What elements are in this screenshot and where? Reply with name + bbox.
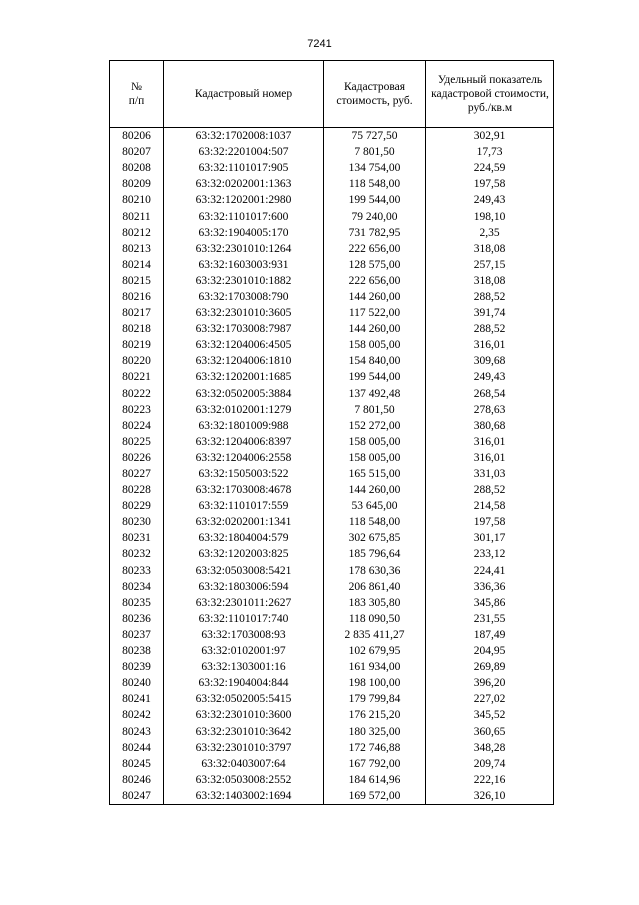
specific-value: 331,03 [426,466,554,482]
row-number: 80206 [110,128,164,145]
specific-value: 360,65 [426,723,554,739]
cadastral-value: 2 835 411,27 [324,627,426,643]
table-row [110,353,554,369]
table-row [110,192,554,208]
cadastral-value: 165 515,00 [324,466,426,482]
cadastral-value: 158 005,00 [324,450,426,466]
cadastral-value: 206 861,40 [324,579,426,595]
specific-value: 345,86 [426,595,554,611]
row-number: 80236 [110,611,164,627]
cadastral-value: 222 656,00 [324,241,426,257]
header-value-label: Кадастровая стоимость, руб. [336,81,413,107]
cadastral-value: 118 548,00 [324,176,426,192]
row-number: 80212 [110,225,164,241]
cadastral-number: 63:32:2301010:3605 [164,305,324,321]
table-row [110,627,554,643]
table-row [110,225,554,241]
row-number: 80221 [110,369,164,385]
cadastral-number: 63:32:2201004:507 [164,144,324,160]
header-cadastral [164,61,324,128]
specific-value: 222,16 [426,772,554,788]
table-row [110,369,554,385]
specific-value: 2,35 [426,225,554,241]
cadastral-number: 63:32:1703008:790 [164,289,324,305]
cadastral-value: 302 675,85 [324,530,426,546]
cadastral-number: 63:32:2301010:1264 [164,241,324,257]
row-number: 80244 [110,740,164,756]
cadastral-value: 154 840,00 [324,353,426,369]
cadastral-value: 118 090,50 [324,611,426,627]
table-row [110,466,554,482]
cadastral-value: 158 005,00 [324,337,426,353]
table-body [110,128,554,805]
cadastral-number: 63:32:1303001:16 [164,659,324,675]
table-row [110,772,554,788]
specific-value: 326,10 [426,788,554,805]
cadastral-value: 53 645,00 [324,498,426,514]
specific-value: 231,55 [426,611,554,627]
table-row [110,788,554,805]
table-row [110,514,554,530]
cadastral-number: 63:32:1204006:8397 [164,434,324,450]
row-number: 80246 [110,772,164,788]
specific-value: 316,01 [426,434,554,450]
cadastral-number: 63:32:1804004:579 [164,530,324,546]
specific-value: 197,58 [426,514,554,530]
row-number: 80240 [110,675,164,691]
row-number: 80232 [110,546,164,562]
cadastral-value: 7 801,50 [324,144,426,160]
row-number: 80227 [110,466,164,482]
table-row [110,386,554,402]
cadastral-number: 63:32:1505003:522 [164,466,324,482]
cadastral-value: 144 260,00 [324,482,426,498]
specific-value: 257,15 [426,257,554,273]
specific-value: 249,43 [426,192,554,208]
specific-value: 224,41 [426,563,554,579]
row-number: 80231 [110,530,164,546]
specific-value: 17,73 [426,144,554,160]
cadastral-number: 63:32:1603003:931 [164,257,324,273]
cadastral-value: 198 100,00 [324,675,426,691]
row-number: 80226 [110,450,164,466]
cadastral-value: 179 799,84 [324,691,426,707]
cadastral-value: 731 782,95 [324,225,426,241]
specific-value: 214,58 [426,498,554,514]
cadastral-number: 63:32:2301010:3797 [164,740,324,756]
table-row [110,675,554,691]
table-row [110,546,554,562]
table-row [110,450,554,466]
cadastral-value: 158 005,00 [324,434,426,450]
row-number: 80215 [110,273,164,289]
table-row [110,289,554,305]
specific-value: 249,43 [426,369,554,385]
row-number: 80224 [110,418,164,434]
table-row [110,257,554,273]
row-number: 80223 [110,402,164,418]
table-row [110,434,554,450]
header-row [110,61,554,128]
row-number: 80210 [110,192,164,208]
cadastral-value: 134 754,00 [324,160,426,176]
cadastral-number: 63:32:0202001:1363 [164,176,324,192]
table-row [110,144,554,160]
cadastral-value: 184 614,96 [324,772,426,788]
cadastral-value: 172 746,88 [324,740,426,756]
row-number: 80229 [110,498,164,514]
cadastral-value: 178 630,36 [324,563,426,579]
header-num-label: № п/п [128,81,145,107]
table-row [110,530,554,546]
header-specific-label: Удельный показатель кадастровой стоимости, руб./кв.м [431,74,549,114]
specific-value: 318,08 [426,273,554,289]
table-row [110,579,554,595]
row-number: 80241 [110,691,164,707]
specific-value: 288,52 [426,289,554,305]
cadastral-number: 63:32:1703008:93 [164,627,324,643]
cadastral-value: 199 544,00 [324,369,426,385]
specific-value: 301,17 [426,530,554,546]
cadastral-number: 63:32:1801009:988 [164,418,324,434]
cadastral-value: 117 522,00 [324,305,426,321]
cadastral-number: 63:32:1204006:2558 [164,450,324,466]
cadastral-value: 75 727,50 [324,128,426,145]
specific-value: 204,95 [426,643,554,659]
cadastral-number: 63:32:1204006:4505 [164,337,324,353]
cadastral-value: 102 679,95 [324,643,426,659]
cadastral-value: 185 796,64 [324,546,426,562]
cadastral-value: 144 260,00 [324,289,426,305]
specific-value: 318,08 [426,241,554,257]
header-cadastral-label: Кадастровый номер [194,88,293,100]
cadastral-number: 63:32:2301010:3642 [164,723,324,739]
table-row [110,321,554,337]
table-header [110,61,554,128]
specific-value: 391,74 [426,305,554,321]
table-row [110,691,554,707]
row-number: 80216 [110,289,164,305]
cadastral-value: 128 575,00 [324,257,426,273]
cadastral-number: 63:32:1904004:844 [164,675,324,691]
table-row [110,643,554,659]
specific-value: 198,10 [426,208,554,224]
cadastral-number: 63:32:1101017:740 [164,611,324,627]
cadastral-number: 63:32:0102001:97 [164,643,324,659]
table-row [110,563,554,579]
cadastral-value: 137 492,48 [324,386,426,402]
table-row [110,273,554,289]
cadastral-number: 63:32:2301011:2627 [164,595,324,611]
row-number: 80217 [110,305,164,321]
table-row [110,595,554,611]
row-number: 80220 [110,353,164,369]
specific-value: 197,58 [426,176,554,192]
row-number: 80235 [110,595,164,611]
cadastral-value: 152 272,00 [324,418,426,434]
cadastral-value: 167 792,00 [324,756,426,772]
row-number: 80213 [110,241,164,257]
cadastral-number: 63:32:1803006:594 [164,579,324,595]
cadastral-number: 63:32:1204006:1810 [164,353,324,369]
table-row [110,241,554,257]
table-row [110,611,554,627]
cadastral-value: 169 572,00 [324,788,426,805]
cadastral-number: 63:32:0403007:64 [164,756,324,772]
cadastral-value: 144 260,00 [324,321,426,337]
specific-value: 187,49 [426,627,554,643]
row-number: 80218 [110,321,164,337]
table-row [110,208,554,224]
cadastral-number: 63:32:0502005:5415 [164,691,324,707]
cadastral-number: 63:32:1101017:559 [164,498,324,514]
cadastral-number: 63:32:1702008:1037 [164,128,324,145]
row-number: 80209 [110,176,164,192]
cadastral-number: 63:32:1703008:4678 [164,482,324,498]
specific-value: 268,54 [426,386,554,402]
row-number: 80238 [110,643,164,659]
row-number: 80214 [110,257,164,273]
table-row [110,337,554,353]
cadastral-number: 63:32:1202001:1685 [164,369,324,385]
table-row [110,176,554,192]
table-row [110,418,554,434]
cadastral-value: 180 325,00 [324,723,426,739]
row-number: 80247 [110,788,164,805]
table-row [110,160,554,176]
cadastral-number: 63:32:1403002:1694 [164,788,324,805]
table-row [110,740,554,756]
cadastral-table [109,60,554,805]
row-number: 80239 [110,659,164,675]
cadastral-number: 63:32:2301010:1882 [164,273,324,289]
cadastral-value: 118 548,00 [324,514,426,530]
row-number: 80230 [110,514,164,530]
specific-value: 316,01 [426,337,554,353]
cadastral-value: 176 215,20 [324,707,426,723]
specific-value: 345,52 [426,707,554,723]
header-num [110,61,164,128]
cadastral-number: 63:32:1101017:905 [164,160,324,176]
table-row [110,707,554,723]
page-number: 7241 [307,38,332,50]
row-number: 80228 [110,482,164,498]
row-number: 80219 [110,337,164,353]
cadastral-number: 63:32:0502005:3884 [164,386,324,402]
row-number: 80242 [110,707,164,723]
table-row [110,723,554,739]
cadastral-number: 63:32:0102001:1279 [164,402,324,418]
row-number: 80233 [110,563,164,579]
row-number: 80245 [110,756,164,772]
cadastral-value: 222 656,00 [324,273,426,289]
row-number: 80208 [110,160,164,176]
row-number: 80237 [110,627,164,643]
specific-value: 209,74 [426,756,554,772]
cadastral-value: 199 544,00 [324,192,426,208]
row-number: 80207 [110,144,164,160]
table-row [110,659,554,675]
header-value [324,61,426,128]
cadastral-number: 63:32:0503008:2552 [164,772,324,788]
cadastral-value: 183 305,80 [324,595,426,611]
cadastral-value: 161 934,00 [324,659,426,675]
specific-value: 227,02 [426,691,554,707]
table-row [110,402,554,418]
specific-value: 380,68 [426,418,554,434]
table-row [110,756,554,772]
specific-value: 309,68 [426,353,554,369]
table-row [110,305,554,321]
row-number: 80243 [110,723,164,739]
table-row [110,482,554,498]
specific-value: 278,63 [426,402,554,418]
specific-value: 288,52 [426,321,554,337]
cadastral-value: 7 801,50 [324,402,426,418]
row-number: 80222 [110,386,164,402]
row-number: 80211 [110,208,164,224]
row-number: 80225 [110,434,164,450]
specific-value: 288,52 [426,482,554,498]
cadastral-number: 63:32:2301010:3600 [164,707,324,723]
table-row [110,128,554,145]
row-number: 80234 [110,579,164,595]
specific-value: 316,01 [426,450,554,466]
specific-value: 396,20 [426,675,554,691]
cadastral-number: 63:32:1101017:600 [164,208,324,224]
specific-value: 336,36 [426,579,554,595]
specific-value: 269,89 [426,659,554,675]
cadastral-number: 63:32:0202001:1341 [164,514,324,530]
cadastral-number: 63:32:1904005:170 [164,225,324,241]
cadastral-number: 63:32:0503008:5421 [164,563,324,579]
cadastral-number: 63:32:1703008:7987 [164,321,324,337]
cadastral-number: 63:32:1202001:2980 [164,192,324,208]
cadastral-value: 79 240,00 [324,208,426,224]
specific-value: 348,28 [426,740,554,756]
specific-value: 224,59 [426,160,554,176]
table-row [110,498,554,514]
cadastral-number: 63:32:1202003:825 [164,546,324,562]
specific-value: 302,91 [426,128,554,145]
header-specific [426,61,554,128]
specific-value: 233,12 [426,546,554,562]
